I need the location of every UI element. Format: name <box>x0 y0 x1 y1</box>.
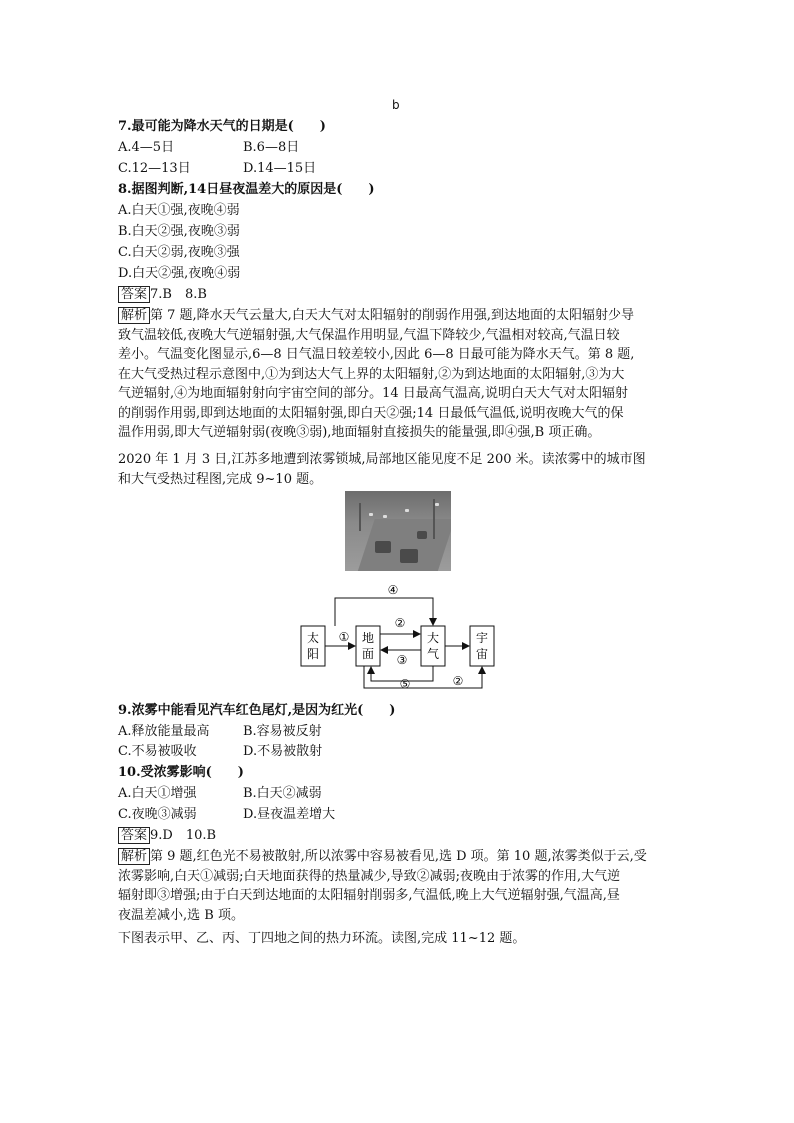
answer-tag: 答案 <box>118 827 150 844</box>
analysis-line: 差小。气温变化图显示,6—8 日气温日较差较小,因此 6—8 日最可能为降水天气。第 8 题, <box>118 347 635 362</box>
analysis-block <box>118 847 680 925</box>
analysis-line: 气逆辐射,④为地面辐射射向宇宙空间的部分。14 日最高气温高,说明白天大气对太阳辐射 <box>118 386 628 401</box>
question-10-options-row2 <box>118 805 368 825</box>
question-9-options-row1 <box>118 722 368 742</box>
car-shape <box>400 549 418 563</box>
ground-label-2: 面 <box>361 647 375 661</box>
option-b: B.白天②强,夜晚③弱 <box>118 224 240 239</box>
universe-label-1: 宇 <box>475 631 489 645</box>
universe-label-2: 宙 <box>475 647 489 661</box>
question-7-options-row1 <box>118 138 368 158</box>
arrow-ground-to-universe <box>364 666 482 688</box>
road-shape <box>355 519 451 571</box>
car-shape <box>375 541 391 553</box>
ground-label-1: 地 <box>361 631 375 645</box>
question-9-stem: 9.浓雾中能看见汽车红色尾灯,是因为红光( ) <box>118 703 396 718</box>
analysis-line: 的削弱作用弱,即到达地面的太阳辐射强,即白天②强;14 日最低气温低,说明夜晚大气的保 <box>118 405 624 421</box>
option-b: B.6—8日 <box>243 140 300 155</box>
analysis-line: 夜温差减小,选 B 项。 <box>118 907 244 923</box>
arrow-4 <box>335 598 433 626</box>
answer-block <box>118 285 207 305</box>
analysis-line: 在大气受热过程示意图中,①为到达大气上界的太阳辐射,②为到达地面的太阳辐射,③为大 <box>118 366 625 382</box>
question-7-options-row2 <box>118 159 368 179</box>
option-d: D.不易被散射 <box>243 744 323 759</box>
arrow-1-label: ① <box>338 630 350 644</box>
intro-line: 2020 年 1 月 3 日,江苏多地遭到浓雾锁城,局部地区能见度不足 200 米。读浓雾中的城市图 <box>118 452 646 467</box>
analysis-line: 辐射即③增强;由于白天到达地面的太阳辐射削弱多,气温低,晚上大气逆辐射强,气温高,昼 <box>118 888 620 903</box>
analysis-block <box>118 306 680 443</box>
option-c: C.不易被吸收 <box>118 744 197 759</box>
question-9-options-row2 <box>118 742 368 762</box>
sun-label-2: 阳 <box>306 647 320 661</box>
answer-block <box>118 826 216 846</box>
atmosphere-label-2: 气 <box>426 647 440 661</box>
car-shape <box>417 531 427 539</box>
answer-tag: 答案 <box>118 286 150 303</box>
car-light <box>369 513 373 516</box>
analysis-line: 第 9 题,红色光不易被散射,所以浓雾中容易被看见,选 D 项。第 10 题,浓雾类似于云,受 <box>150 849 647 864</box>
option-a: A.4—5日 <box>118 140 175 155</box>
analysis-line: 浓雾影响,白天①减弱;白天地面获得的热量减少,导致②减弱;夜晚由于浓雾的作用,大气逆 <box>118 868 621 884</box>
option-a: A.释放能量最高 <box>118 724 210 739</box>
question-7-stem: 7.最可能为降水天气的日期是( ) <box>118 119 326 134</box>
option-a: A.白天①强,夜晚④弱 <box>118 203 240 218</box>
car-light <box>383 515 387 518</box>
question-10-options-row1 <box>118 784 368 804</box>
arrow-2b-label: ② <box>452 674 464 688</box>
question-8-stem: 8.据图判断,14日昼夜温差大的原因是( ) <box>118 182 375 197</box>
analysis-line: 致气温较低,夜晚大气逆辐射强,大气保温作用明显,气温下降较少,气温相对较高,气温日较 <box>118 327 620 343</box>
atmosphere-label-1: 大 <box>426 631 440 645</box>
option-b: B.白天②减弱 <box>243 786 322 801</box>
option-a: A.白天①增强 <box>118 786 197 801</box>
question-10-stem: 10.受浓雾影响( ) <box>118 765 244 780</box>
arrow-4-label: ④ <box>387 583 399 597</box>
intro-line: 和大气受热过程图,完成 9~10 题。 <box>118 471 323 487</box>
atmosphere-heating-diagram <box>290 578 510 693</box>
option-c: C.12—13日 <box>118 161 191 176</box>
answer-text: 9.D 10.B <box>150 828 217 843</box>
option-d: D.14—15日 <box>243 161 317 176</box>
arrow-2-label: ② <box>394 616 406 630</box>
option-b: B.容易被反射 <box>243 724 322 739</box>
option-d: D.昼夜温差增大 <box>243 807 336 822</box>
option-c: C.白天②弱,夜晚③强 <box>118 245 240 260</box>
foggy-city-photo <box>345 491 451 571</box>
arrow-5-label: ⑤ <box>399 677 411 691</box>
analysis-tag: 解析 <box>118 848 150 865</box>
sun-label-1: 太 <box>306 631 320 645</box>
lamp-pole <box>359 503 361 531</box>
material-intro <box>118 450 680 489</box>
page-marker: b <box>392 98 400 112</box>
car-light <box>405 509 409 512</box>
analysis-line: 温作用弱,即大气逆辐射弱(夜晚③弱),地面辐射直接损失的能量强,即④强,B 项正确。 <box>118 425 601 440</box>
analysis-line: 第 7 题,降水天气云量大,白天大气对太阳辐射的削弱作用强,到达地面的太阳辐射少导 <box>150 308 634 323</box>
arrow-3-label: ③ <box>396 653 408 667</box>
car-light <box>435 503 439 506</box>
analysis-tag: 解析 <box>118 307 150 324</box>
option-d: D.白天②强,夜晚④弱 <box>118 266 241 281</box>
option-c: C.夜晚③减弱 <box>118 807 197 822</box>
answer-text: 7.B 8.B <box>150 287 207 302</box>
material-intro: 下图表示甲、乙、丙、丁四地之间的热力环流。读图,完成 11~12 题。 <box>118 931 526 946</box>
